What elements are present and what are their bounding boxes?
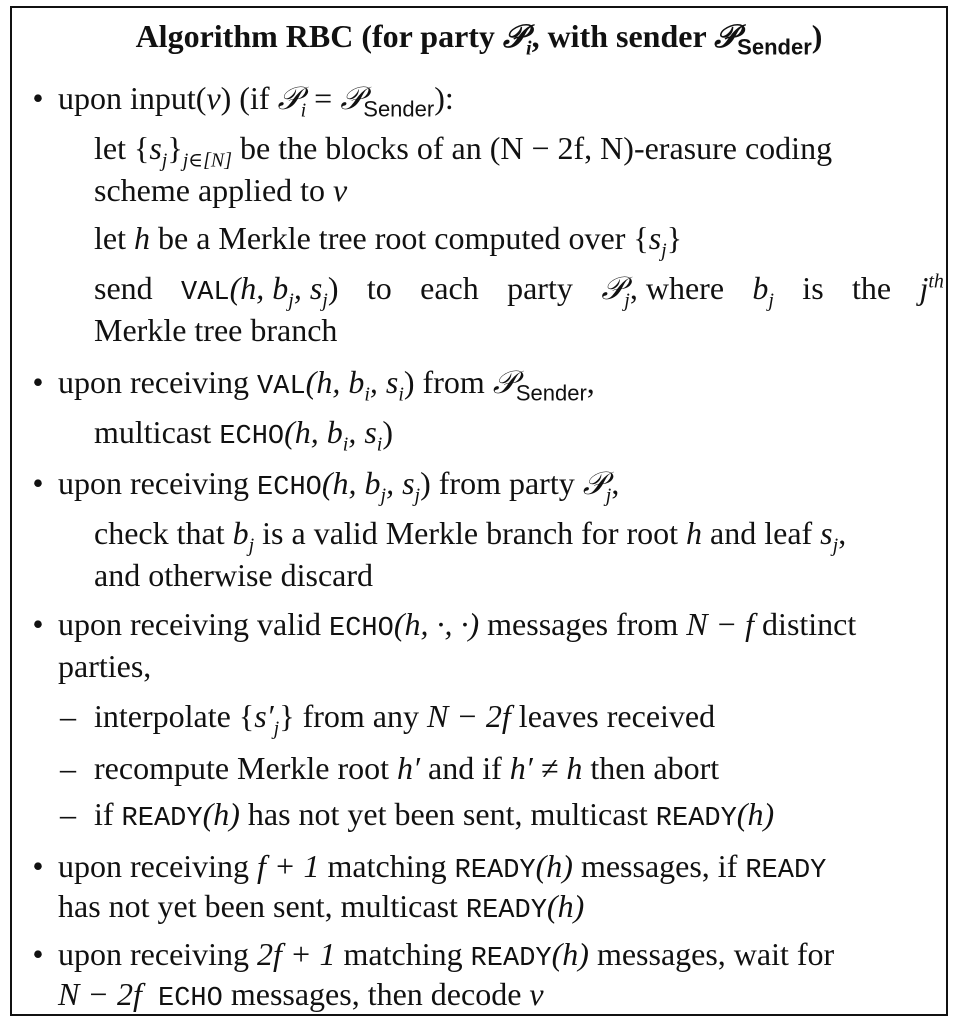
item-input-line-branch: Merkle tree branch	[94, 312, 338, 348]
bullet-marker: •	[32, 364, 44, 400]
item-ready-2f1-line: N − 2f ECHO messages, then decode v	[58, 976, 544, 1014]
item-ready-2f1-head: upon receiving 2f + 1 matching READY(h) messages, wait for	[58, 936, 835, 974]
item-val-head: upon receiving VAL(h, $b_i$, $s_i$) from 𝒫$_{Sender}$,	[58, 363, 595, 406]
dash-marker: –	[60, 796, 76, 832]
item-input-line-erasure: let $\{s_j\}_{j\in[N]}$ be the blocks of an (N − 2f, N)-erasure coding	[94, 130, 833, 172]
algorithm-box	[10, 6, 948, 1016]
bullet-marker: •	[32, 80, 44, 116]
item-echo-head: upon receiving ECHO(h, $b_j$, $s_j$) from party 𝒫$_j$,	[58, 464, 620, 507]
item-echo-line-discard: and otherwise discard	[94, 557, 374, 593]
item-val-line-multicast: multicast ECHO(h, $b_i$, $s_i$)	[94, 414, 394, 456]
bullet-marker: •	[32, 848, 44, 884]
dash-marker: –	[60, 750, 76, 786]
item-ready-f1-head: upon receiving f + 1 matching READY(h) messages, if READY	[58, 848, 827, 886]
item-input-head: upon input(v) (if 𝒫$_i$ = 𝒫$_{Sender}$):	[58, 79, 454, 122]
bullet-marker: •	[32, 606, 44, 642]
item-valid-echo-head: upon receiving valid ECHO(h, ·, ·) messages from N − f distinct	[58, 606, 857, 644]
item-ready-f1-line: has not yet been sent, multicast READY(h)	[58, 888, 585, 926]
bullet-marker: •	[32, 936, 44, 972]
dash-marker: –	[60, 698, 76, 734]
algorithm-title: Algorithm RBC (for party 𝒫$_i$, with sender 𝒫$_{Sender}$)	[135, 17, 823, 60]
item-echo-line-check: check that $b_j$ is a valid Merkle branch for root h and leaf $s_j$,	[94, 515, 847, 557]
subitem-recompute: recompute Merkle root h′ and if h′ ≠ h then abort	[94, 750, 720, 786]
subitem-ready: if READY(h) has not yet been sent, multicast READY(h)	[94, 796, 775, 834]
item-input-line-send: send VAL(h, $b_j$, $s_j$) to each party 𝒫$_j$, where $b_j$ is the $j^{th}$	[94, 269, 944, 312]
item-valid-echo-line-parties: parties,	[58, 648, 152, 684]
item-input-line-merkle-root: let h be a Merkle tree root computed over $\{s_j\}$	[94, 220, 683, 262]
subitem-interpolate: interpolate $\{s'_j\}$ from any N − 2f leaves received	[94, 698, 716, 740]
item-input-line-scheme: scheme applied to v	[94, 172, 348, 208]
bullet-marker: •	[32, 465, 44, 501]
